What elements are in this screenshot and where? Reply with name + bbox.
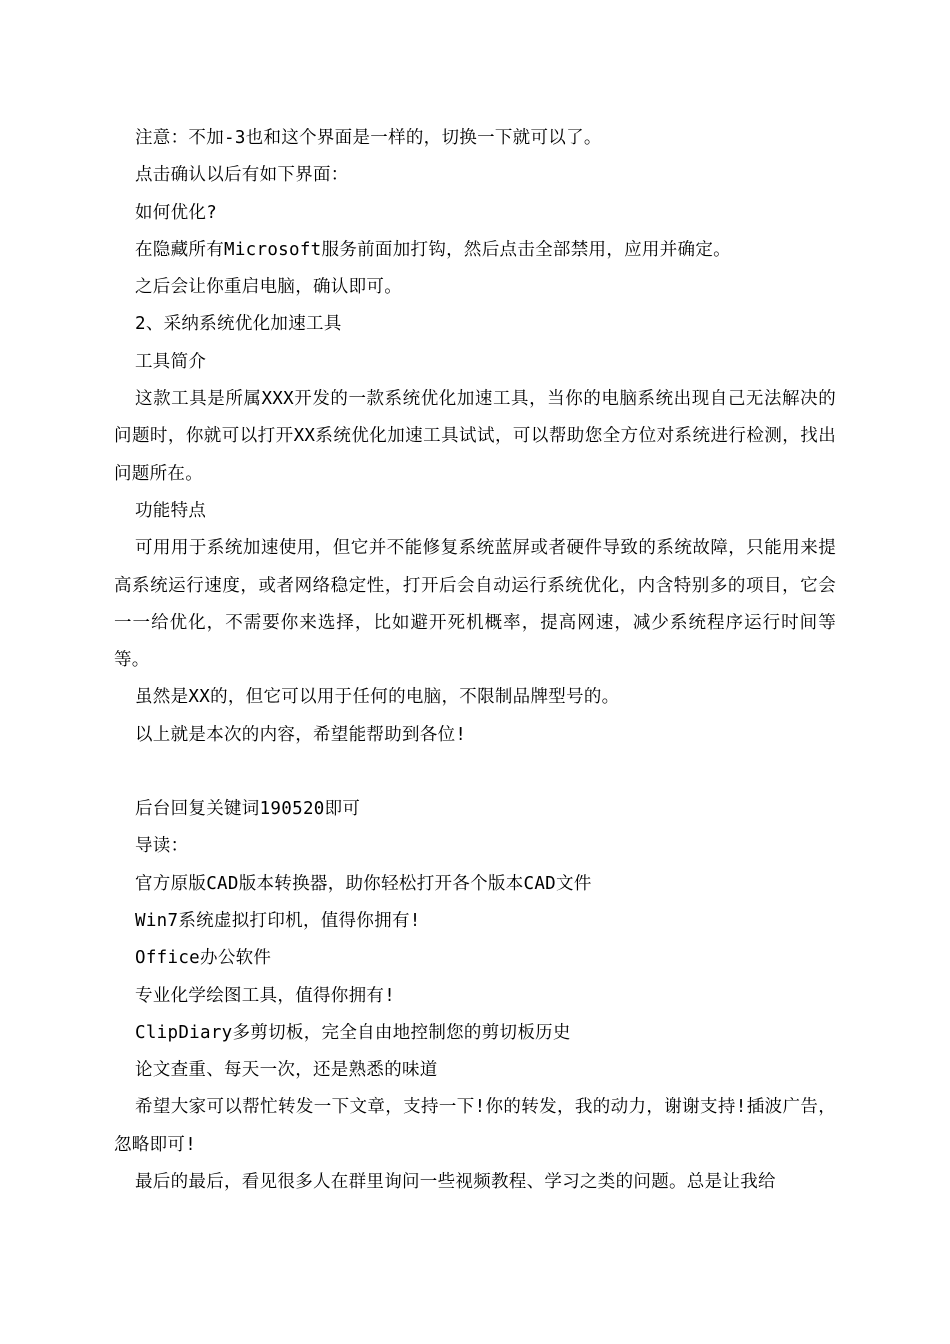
paragraph-tool-intro: 这款工具是所属XXX开发的一款系统优化加速工具，当你的电脑系统出现自己无法解决的问题时，你就可以打开XX系统优化加速工具试试，可以帮助您全方位对系统进行检测，找出问题所在。 (114, 389, 836, 484)
paragraph-link-office: Office办公软件 (135, 948, 272, 969)
paragraph-hide-ms-services: 在隐藏所有Microsoft服务前面加打钩，然后点击全部禁用，应用并确定。 (135, 239, 731, 260)
paragraph-reply-keyword: 后台回复关键词190520即可 (135, 799, 361, 820)
paragraph-note: 注意：不加-3也和这个界面是一样的，切换一下就可以了。 (135, 128, 602, 148)
paragraph-guide-heading: 导读： (135, 836, 189, 857)
paragraph-link-cad: 官方原版CAD版本转换器，助你轻松打开各个版本CAD文件 (135, 873, 592, 894)
paragraph-restart: 之后会让你重启电脑，确认即可。 (135, 277, 402, 298)
paragraph-features-heading: 功能特点 (135, 500, 207, 521)
paragraph-section-2-heading: 2、采纳系统优化加速工具 (135, 314, 342, 335)
paragraph-share-request: 希望大家可以帮忙转发一下文章，支持一下!你的转发，我的动力，谢谢支持!插波广告，忽略即可! (114, 1097, 836, 1155)
paragraph-link-win7-printer: Win7系统虚拟打印机，值得你拥有! (135, 910, 421, 931)
paragraph-link-chem-drawing: 专业化学绘图工具，值得你拥有! (135, 985, 396, 1006)
paragraph-tool-intro-heading: 工具简介 (135, 351, 207, 372)
paragraph-confirm: 点击确认以后有如下界面： (135, 165, 349, 186)
document-body (114, 120, 836, 1201)
paragraph-link-plagiarism-check: 论文查重、每天一次，还是熟悉的味道 (135, 1060, 438, 1081)
paragraph-conclusion: 以上就是本次的内容，希望能帮助到各位! (135, 724, 467, 745)
paragraph-features: 可用用于系统加速使用，但它并不能修复系统蓝屏或者硬件导致的系统故障，只能用来提高系统运行速度，或者网络稳定性，打开后会自动运行系统优化，内含特别多的项目，它会一一给优化，不需要你来选择，比如避开死机概率，提高网速，减少系统程序运行时间等等。 (114, 538, 836, 671)
blank-line (114, 754, 836, 791)
paragraph-how-optimize: 如何优化? (135, 202, 218, 223)
paragraph-final: 最后的最后，看见很多人在群里询问一些视频教程、学习之类的问题。总是让我给 (135, 1172, 776, 1193)
paragraph-link-clipdiary: ClipDiary多剪切板，完全自由地控制您的剪切板历史 (135, 1022, 571, 1043)
paragraph-any-computer: 虽然是XX的，但它可以用于任何的电脑，不限制品牌型号的。 (135, 687, 620, 708)
